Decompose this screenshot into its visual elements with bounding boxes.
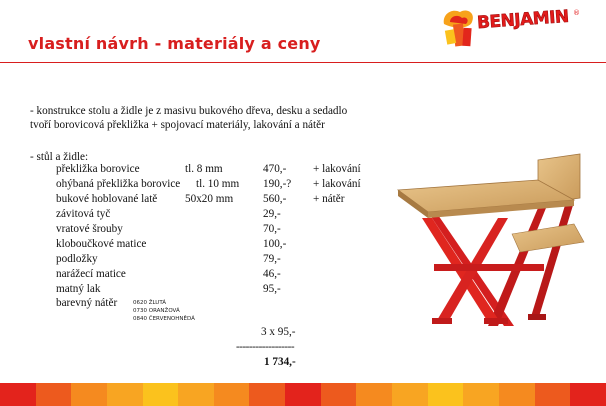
stripe-segment <box>36 383 72 406</box>
logo-tree-icon <box>444 10 473 46</box>
stripe-segment <box>0 383 36 406</box>
stripe-segment <box>178 383 214 406</box>
material-name: narážecí matice <box>56 268 126 280</box>
registered-mark: ® <box>573 9 580 17</box>
material-dimension: 50x20 mm <box>185 193 234 205</box>
material-extra: + lakování <box>313 178 361 190</box>
material-name: podložky <box>56 253 98 265</box>
table-and-chair-image <box>388 150 588 328</box>
stripe-segment <box>285 383 321 406</box>
stripe-segment <box>249 383 285 406</box>
stripe-segment <box>570 383 606 406</box>
stripe-segment <box>428 383 464 406</box>
material-name: závitová tyč <box>56 208 111 220</box>
material-price: 70,- <box>263 223 281 235</box>
page-title: vlastní návrh - materiály a ceny <box>28 34 321 53</box>
material-dimension: tl. 10 mm <box>196 178 240 190</box>
logo-wordmark: BENJAMIN <box>476 6 570 34</box>
material-name: barevný nátěr <box>56 297 118 309</box>
material-name: ohýbaná překližka borovice <box>56 178 181 190</box>
paint-calculation: 3 x 95,- <box>261 326 296 338</box>
material-name: matný lak <box>56 283 101 295</box>
material-price: 470,- <box>263 163 287 175</box>
material-dimension: tl. 8 mm <box>185 163 223 175</box>
material-extra: + nátěr <box>313 193 345 205</box>
intro-line-2: tvoří borovicová překližka + spojovací materiály, lakování a nátěr <box>30 119 325 131</box>
color-option: 0840 ČERVENOHNĚDÁ <box>133 316 195 322</box>
sum-separator: ------------------ <box>236 341 295 353</box>
color-option: 0730 ORANŽOVÁ <box>133 308 180 314</box>
material-name: překližka borovice <box>56 163 140 175</box>
stripe-segment <box>463 383 499 406</box>
material-price: 100,- <box>263 238 287 250</box>
stripe-segment <box>107 383 143 406</box>
color-option: 0620 ŽLUTÁ <box>133 300 167 306</box>
stripe-segment <box>535 383 571 406</box>
stripe-segment <box>143 383 179 406</box>
stripe-segment <box>392 383 428 406</box>
material-price: 560,- <box>263 193 287 205</box>
stripe-segment <box>321 383 357 406</box>
stripe-segment <box>499 383 535 406</box>
stripe-segment <box>356 383 392 406</box>
material-price: 190,-? <box>263 178 292 190</box>
material-price: 29,- <box>263 208 281 220</box>
total-price: 1 734,- <box>264 356 296 368</box>
intro-line-1: - konstrukce stolu a židle je z masivu bukového dřeva, desku a sedadlo <box>30 105 348 117</box>
material-price: 95,- <box>263 283 281 295</box>
stripe-segment <box>71 383 107 406</box>
material-name: bukové hoblované latě <box>56 193 158 205</box>
material-price: 79,- <box>263 253 281 265</box>
material-name: vratové šrouby <box>56 223 123 235</box>
stripe-segment <box>214 383 250 406</box>
list-heading: - stůl a židle: <box>30 151 89 163</box>
material-extra: + lakování <box>313 163 361 175</box>
material-name: kloboučkové matice <box>56 238 147 250</box>
material-price: 46,- <box>263 268 281 280</box>
bottom-color-stripe <box>0 383 606 406</box>
title-divider <box>0 62 606 63</box>
